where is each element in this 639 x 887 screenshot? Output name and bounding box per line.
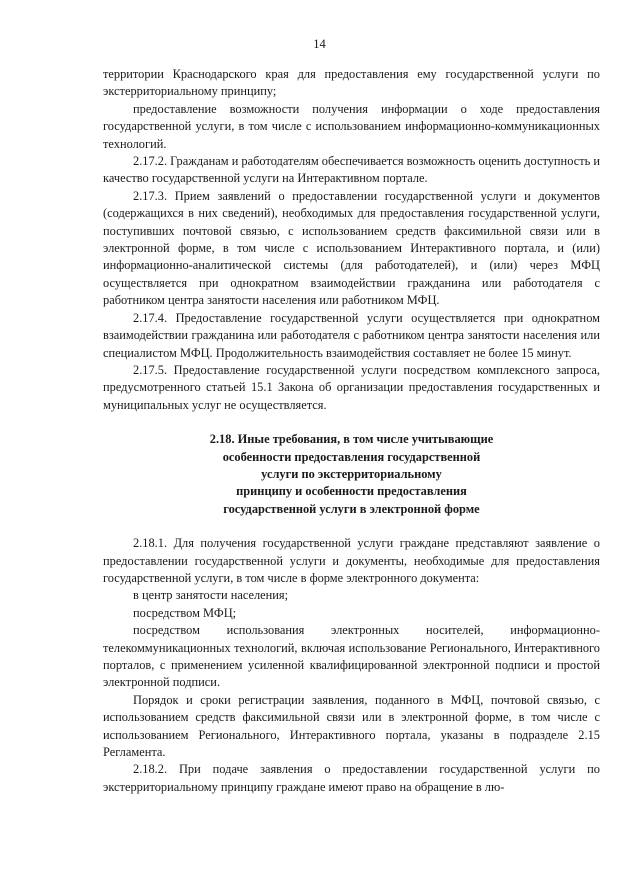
page-content bbox=[103, 66, 600, 796]
paragraph: 2.18.1. Для получения государственной услуги граждане представляют заявление о предоставлении государственной услуги и документы, необходимые для предоставления государственной услуги, в том числе в форме электронного документа: bbox=[103, 536, 600, 585]
heading-line: принципу и особенности предоставления bbox=[236, 484, 467, 499]
heading-line: 2.18. Иные требования, в том числе учитывающие bbox=[209, 432, 494, 447]
paragraph: 2.17.3. Прием заявлений о предоставлении государственной услуги и документов (содержащихся в них сведений), необходимых для предоставления государственной услуги, поступивших почтовой связью, с использованием средств факсимильной связи или в электронной форме, в том числе с использованием Интерактивного портала, и (или) информационно-аналитической системы (для работодателей), и (или) через МФЦ осуществляется при однократном взаимодействии гражданина или работодателя с работником центра занятости населения или работником МФЦ. bbox=[103, 188, 600, 308]
paragraph: в центр занятости населения; bbox=[133, 588, 289, 603]
spacer bbox=[103, 518, 600, 535]
paragraph: посредством использования электронных носителей, информационно-телекоммуникационных технологий, включая использование Регионального, Интерактивного порталов, с применением усиленной квалифицированной электронной подписи и простой электронной подписи. bbox=[103, 623, 600, 690]
page-number: 14 bbox=[313, 37, 326, 51]
heading-line: особенности предоставления государственной bbox=[222, 449, 481, 464]
paragraph: 2.18.2. При подаче заявления о предоставлении государственной услуги по экстерриториальному принципу граждане имеют право на обращение в лю- bbox=[103, 762, 600, 794]
paragraph: 2.17.2. Гражданам и работодателям обеспечивается возможность оценить доступность и качество государственной услуги на Интерактивном портале. bbox=[103, 154, 600, 186]
heading-line: государственной услуги в электронной форме bbox=[223, 501, 480, 516]
paragraph: посредством МФЦ; bbox=[133, 605, 237, 620]
paragraph: 2.17.5. Предоставление государственной услуги посредством комплексного запроса, предусмотренного статьей 15.1 Закона об организации предоставления государственных и муниципальных услуг не осуществляется. bbox=[103, 362, 600, 412]
heading-line: услуги по экстерриториальному bbox=[261, 466, 442, 481]
section-heading bbox=[103, 431, 600, 518]
paragraph: предоставление возможности получения информации о ходе предоставления государственной услуги, в том числе с использованием информационно-коммуникационных технологий. bbox=[103, 101, 600, 151]
paragraph: Порядок и сроки регистрации заявления, поданного в МФЦ, почтовой связью, с использованием средств факсимильной связи или в электронной форме, в том числе с использованием Регионального, Интерактивного портала, указаны в подразделе 2.15 Регламента. bbox=[103, 692, 600, 760]
paragraph: территории Краснодарского края для предоставления ему государственной услуги по экстерриториальному принципу; bbox=[103, 67, 600, 99]
paragraph: 2.17.4. Предоставление государственной услуги осуществляется при однократном взаимодействии гражданина или работодателя с работником центра занятости населения или специалистом МФЦ. Продолжительность взаимодействия составляет не более 15 минут. bbox=[103, 310, 600, 360]
